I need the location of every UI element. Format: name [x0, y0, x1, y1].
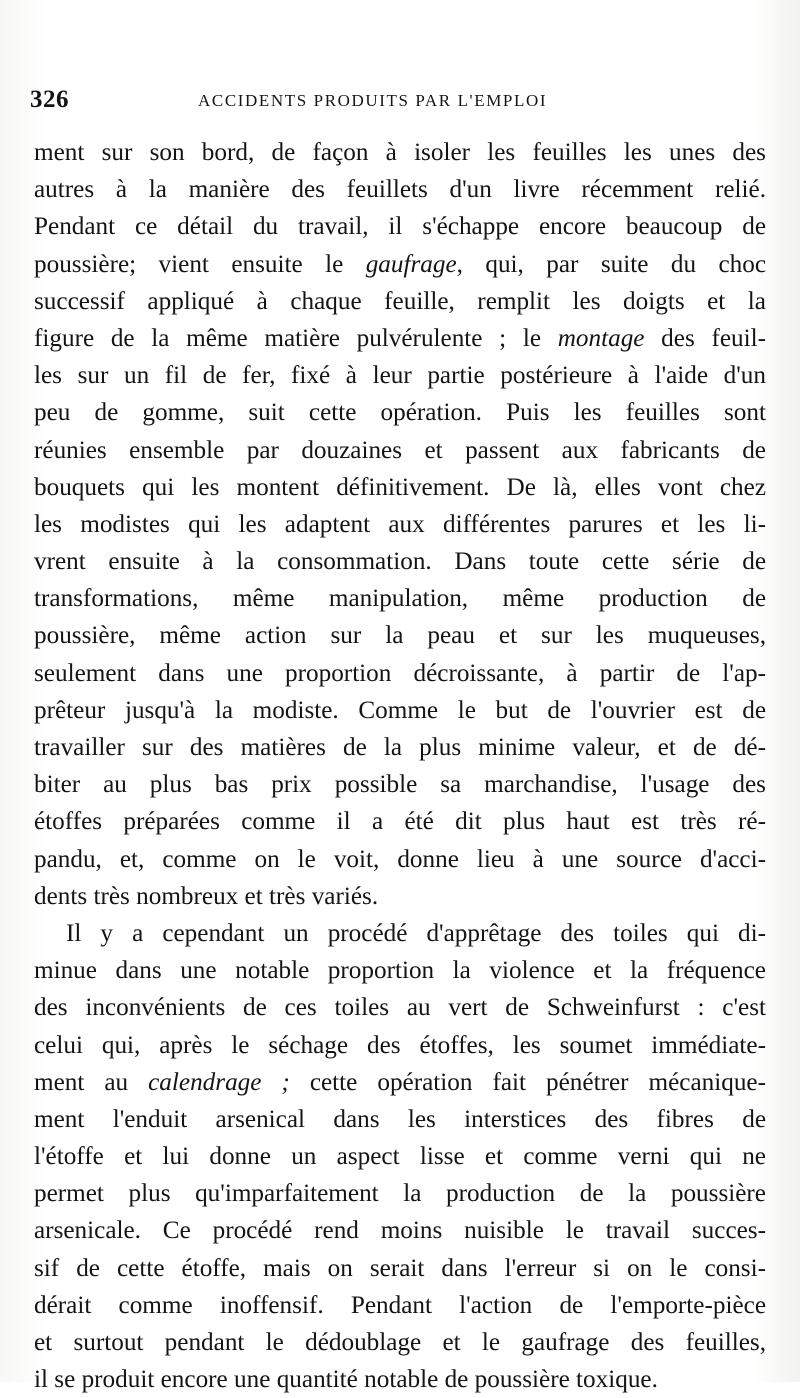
- text-segment: ment au: [34, 1068, 149, 1096]
- text-line: ment l'enduit arsenical dans les interstices des fibres de: [34, 1105, 766, 1133]
- text-line: bouquets qui les montent définitivement. De là, elles vont chez: [34, 473, 766, 501]
- text-line: transformations, même manipulation, même production de: [34, 585, 766, 613]
- text-line: étoffes préparées comme il a été dit plus haut est très ré-: [34, 808, 766, 836]
- text-line: il se produit encore une quantité notable de poussière toxique.: [34, 1366, 658, 1394]
- text-line: peu de gomme, suit cette opération. Puis les feuilles sont: [34, 399, 766, 427]
- text-line: dents très nombreux et très variés.: [34, 882, 379, 910]
- text-line: autres à la manière des feuillets d'un livre récemment relié.: [34, 176, 766, 204]
- text-line: minue dans une notable proportion la violence et la fréquence: [34, 957, 766, 985]
- text-line: l'étoffe et lui donne un aspect lisse et comme verni qui ne: [34, 1143, 766, 1171]
- text-line: dérait comme inoffensif. Pendant l'action de l'emporte-pièce: [34, 1291, 766, 1319]
- text-line: des inconvénients de ces toiles au vert de Schweinfurst : c'est: [34, 994, 766, 1022]
- page-number: 326: [30, 86, 69, 113]
- text-line: successif appliqué à chaque feuille, remplit les doigts et la: [34, 287, 766, 315]
- text-line: sif de cette étoffe, mais on serait dans l'erreur si on le consi-: [34, 1254, 766, 1282]
- text-line: vrent ensuite à la consommation. Dans toute cette série de: [34, 548, 766, 576]
- text-line: arsenicale. Ce procédé rend moins nuisible le travail succes-: [34, 1217, 766, 1245]
- italic-term: gaufrage: [365, 250, 457, 278]
- text-line: [34, 246, 766, 283]
- text-segment: , qui, par suite du choc: [456, 250, 766, 278]
- text-line: pandu, et, comme on le voit, donne lieu à une source d'acci-: [34, 845, 766, 873]
- text-line: travailler sur des matières de la plus minime valeur, et de dé-: [34, 734, 766, 761]
- text-line: Il y a cependant un procédé d'apprêtage des toiles qui di-: [66, 919, 766, 947]
- text-line: [34, 320, 766, 357]
- text-segment: des feuil-: [644, 324, 766, 352]
- page-header: [30, 86, 730, 118]
- text-line: les sur un fil de fer, fixé à leur partie postérieure à l'aide d'un: [34, 362, 766, 390]
- text-line: Pendant ce détail du travail, il s'échappe encore beaucoup de: [34, 213, 766, 241]
- text-line: biter au plus bas prix possible sa marchandise, l'usage des: [34, 771, 766, 799]
- text-segment: poussière; vient ensuite le: [34, 250, 366, 278]
- text-line: ment sur son bord, de façon à isoler les feuilles les unes des: [34, 139, 766, 166]
- text-line: seulement dans une proportion décroissante, à partir de l'ap-: [34, 659, 766, 687]
- italic-term: montage: [557, 324, 645, 352]
- text-line: permet plus qu'imparfaitement la production de la poussière: [34, 1180, 766, 1208]
- text-segment: figure de la même matière pulvérulente ; le: [34, 324, 558, 352]
- text-segment: cette opération fait pénétrer mécanique-: [289, 1068, 766, 1096]
- running-head: ACCIDENTS PRODUITS PAR L'EMPLOI: [198, 91, 548, 110]
- italic-term: calendrage ;: [148, 1068, 290, 1096]
- text-line: [34, 1064, 766, 1101]
- text-line: prêteur jusqu'à la modiste. Comme le but de l'ouvrier est de: [34, 696, 766, 724]
- text-line: réunies ensemble par douzaines et passent aux fabricants de: [34, 436, 766, 464]
- text-line: celui qui, après le séchage des étoffes, les soumet immédiate-: [34, 1031, 766, 1059]
- text-line: les modistes qui les adaptent aux différentes parures et les li-: [34, 510, 766, 538]
- text-line: poussière, même action sur la peau et sur les muqueuses,: [34, 622, 766, 650]
- body-text: [34, 134, 766, 1398]
- text-line: et surtout pendant le dédoublage et le gaufrage des feuilles,: [34, 1329, 766, 1356]
